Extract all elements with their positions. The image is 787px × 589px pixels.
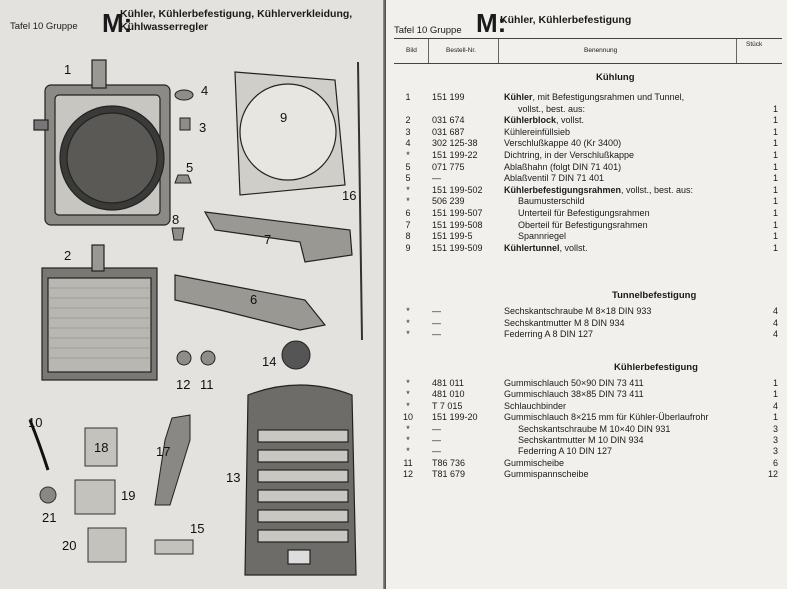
table-row	[394, 173, 782, 184]
row-benennung: Dichtring, in der Verschlußkappe	[504, 150, 635, 160]
row-bild: *	[406, 306, 410, 316]
row-bild: 1	[405, 92, 411, 102]
table-row	[394, 92, 782, 103]
row-benennung: Kühlereinfüllsieb	[504, 126, 571, 137]
row-benennung: Federring A 10 DIN 127	[518, 446, 613, 457]
right-page	[386, 0, 787, 589]
row-bild: *	[406, 378, 410, 388]
table-row	[394, 208, 782, 219]
row-bild: 9	[405, 242, 411, 253]
row-stueck: 3	[772, 423, 778, 434]
table-row	[394, 138, 782, 149]
table-row	[394, 104, 782, 115]
part-label-21: 21	[42, 510, 57, 525]
row-bestell-nr: 151 199-508	[432, 219, 483, 230]
row-stueck: 4	[772, 400, 778, 411]
row-stueck: 3	[772, 435, 778, 445]
part-label-1: 1	[64, 62, 72, 77]
table-row	[394, 446, 782, 457]
row-bestell-nr: —	[432, 317, 441, 328]
row-bild: 3	[405, 126, 411, 137]
row-stueck: 4	[772, 306, 778, 316]
row-benennung: Kühlertunnel, vollst.	[504, 242, 588, 253]
row-benennung: Gummischeibe	[504, 457, 565, 468]
row-bild: *	[406, 435, 410, 445]
row-benennung: Sechskantschraube M 10×40 DIN 931	[518, 423, 671, 434]
row-bestell-nr: 151 199-5	[432, 231, 473, 242]
row-benennung: vollst., best. aus:	[518, 103, 586, 114]
part-label-10: 10	[28, 415, 43, 430]
table-row	[394, 231, 782, 242]
row-bestell-nr: 031 687	[432, 126, 465, 137]
row-stueck: 1	[772, 389, 778, 400]
row-stueck: 1	[772, 196, 778, 207]
part-label-13: 13	[226, 470, 241, 485]
row-bestell-nr: 481 011	[432, 378, 464, 388]
row-stueck: 1	[772, 219, 778, 230]
row-bild: *	[406, 446, 410, 457]
right-tafel-label: Tafel 10 Gruppe	[394, 25, 462, 36]
table-row	[394, 185, 782, 196]
row-bild: *	[406, 389, 410, 400]
row-benennung: Gummispannscheibe	[504, 469, 589, 480]
part-label-5: 5	[186, 160, 194, 175]
row-benennung: Baumusterschild	[518, 196, 585, 207]
row-bild: 5	[405, 161, 411, 172]
row-stueck: 1	[772, 138, 778, 149]
row-bild: 6	[405, 208, 411, 218]
row-benennung: Spannriegel	[518, 231, 567, 242]
section-kuehlerbefestigung: Kühlerbefestigung	[614, 362, 698, 373]
part-label-11: 11	[200, 377, 214, 392]
row-bild: 5	[405, 173, 411, 184]
row-bild: *	[406, 400, 410, 411]
hose-drawing	[155, 415, 190, 505]
part-label-17: 17	[156, 444, 171, 459]
radiator-with-frame-drawing	[34, 60, 170, 225]
table-row	[394, 389, 782, 400]
part-label-15: 15	[190, 521, 205, 536]
part-label-16: 16	[342, 188, 357, 203]
row-bild: *	[406, 196, 410, 207]
row-bestell-nr: —	[432, 423, 441, 434]
table-row	[394, 127, 782, 138]
row-stueck: 1	[772, 173, 778, 184]
left-group-letter: M:	[102, 8, 133, 38]
row-benennung: Oberteil für Befestigungsrahmen	[518, 219, 648, 230]
left-page	[0, 0, 384, 589]
row-stueck: 1	[772, 378, 778, 388]
row-stueck: 1	[772, 184, 778, 195]
row-stueck: 1	[772, 412, 778, 423]
header-bild: Bild	[406, 47, 417, 54]
row-stueck: 1	[772, 208, 778, 218]
row-benennung: Sechskantschraube M 8×18 DIN 933	[504, 306, 652, 316]
row-stueck: 4	[772, 317, 778, 328]
table-row	[394, 196, 782, 207]
row-stueck: 6	[772, 457, 778, 468]
table-row	[394, 424, 782, 435]
row-bestell-nr: —	[432, 435, 441, 445]
row-benennung: Ablaßhahn (folgt DIN 71 401)	[504, 161, 622, 172]
row-bestell-nr: —	[432, 173, 441, 184]
left-title-line1: Kühler, Kühlerbefestigung, Kühlerverkleidung,	[120, 8, 353, 20]
part-label-6: 6	[250, 292, 258, 307]
row-bestell-nr: 151 199-509	[432, 242, 483, 253]
table-row	[394, 115, 782, 126]
table-header	[394, 38, 782, 64]
row-bestell-nr: T81 679	[432, 469, 466, 480]
part-label-7: 7	[264, 232, 272, 247]
row-bild: *	[406, 317, 410, 328]
part-label-19: 19	[121, 488, 136, 503]
row-benennung: Gummischlauch 8×215 mm für Kühler-Überlaufrohr	[504, 412, 709, 423]
row-bestell-nr: 481 010	[432, 389, 465, 400]
table-row	[394, 150, 782, 161]
part-label-4: 4	[201, 83, 209, 98]
row-bestell-nr: —	[432, 329, 441, 340]
row-stueck: 1	[772, 126, 778, 137]
overflow-pipe-drawing	[358, 62, 362, 340]
left-title-line2: Kühlwasserregler	[120, 21, 209, 33]
row-bestell-nr: 031 674	[432, 115, 465, 126]
row-bild: *	[406, 150, 410, 160]
row-benennung: Sechskantmutter M 8 DIN 934	[504, 317, 625, 328]
table-row	[394, 318, 782, 329]
row-stueck: 1	[772, 150, 778, 160]
header-bestell-nr: Bestell-Nr.	[446, 47, 476, 54]
row-benennung: Gummischlauch 50×90 DIN 73 411	[504, 378, 644, 388]
row-stueck: 1	[772, 161, 778, 172]
section-tunnelbefestigung: Tunnelbefestigung	[612, 290, 697, 301]
parts-illustration	[0, 0, 384, 589]
row-benennung: Sechskantmutter M 10 DIN 934	[518, 435, 644, 445]
row-bild: 12	[402, 469, 413, 480]
row-bild: 11	[403, 457, 413, 468]
table-row	[394, 220, 782, 231]
row-bild: 8	[405, 231, 411, 242]
row-bestell-nr: T 7 015	[432, 400, 463, 411]
row-stueck: 12	[767, 469, 778, 480]
row-stueck: 3	[772, 446, 778, 457]
radiator-grille-drawing	[245, 385, 356, 575]
header-stueck: Stück	[746, 41, 763, 48]
part-label-20: 20	[62, 538, 77, 553]
table-row	[394, 412, 782, 423]
part-label-3: 3	[199, 120, 207, 135]
row-stueck: 1	[772, 242, 778, 253]
row-stueck: 1	[772, 231, 778, 242]
row-bestell-nr: 071 775	[432, 161, 465, 172]
row-bestell-nr: 302 125-38	[432, 138, 478, 149]
section-kuehlung: Kühlung	[596, 72, 635, 83]
row-bestell-nr: 151 199-22	[432, 150, 478, 160]
part-label-2: 2	[64, 248, 72, 263]
radiator-block-drawing	[42, 245, 157, 380]
mounting-frame-drawing	[175, 212, 352, 330]
row-benennung: Verschlußkappe 40 (Kr 3400)	[504, 138, 622, 149]
left-tafel-label: Tafel 10 Gruppe	[10, 21, 78, 32]
table-row	[394, 162, 782, 173]
row-benennung: Unterteil für Befestigungsrahmen	[518, 208, 650, 218]
row-bild: 7	[405, 219, 411, 230]
row-bild: *	[406, 423, 410, 434]
row-bestell-nr: 506 239	[432, 196, 465, 207]
row-benennung: Federring A 8 DIN 127	[504, 329, 594, 340]
table-row	[394, 435, 782, 446]
table-row	[394, 458, 782, 469]
row-bild: 10	[402, 412, 413, 423]
row-benennung: Gummischlauch 38×85 DIN 73 411	[504, 389, 644, 400]
row-bild: *	[406, 184, 410, 195]
row-stueck: 1	[772, 115, 778, 126]
row-bestell-nr: 151 199	[432, 92, 465, 102]
row-bestell-nr: —	[432, 446, 441, 457]
row-bestell-nr: —	[432, 306, 441, 316]
row-benennung: Kühler, mit Befestigungsrahmen und Tunnel,	[504, 92, 685, 102]
table-row	[394, 306, 782, 317]
row-bild: 2	[405, 115, 411, 126]
part-label-18: 18	[94, 440, 109, 455]
row-bild: *	[406, 329, 410, 340]
part-label-8: 8	[172, 212, 180, 227]
part-label-14: 14	[262, 354, 277, 369]
row-benennung: Schlauchbinder	[504, 400, 567, 411]
row-benennung: Kühlerbefestigungsrahmen, vollst., best. aus:	[504, 184, 694, 195]
row-bild: 4	[405, 138, 411, 149]
row-bestell-nr: T86 736	[432, 457, 466, 468]
row-benennung: Ablaßventil 7 DIN 71 401	[504, 173, 605, 184]
part-label-9: 9	[280, 110, 288, 125]
table-row	[394, 329, 782, 340]
row-stueck: 4	[772, 329, 778, 340]
part-label-12: 12	[176, 377, 191, 392]
right-title: Kühler, Kühlerbefestigung	[500, 14, 632, 26]
row-stueck: 1	[772, 103, 778, 114]
radiator-tunnel-drawing	[235, 72, 345, 195]
right-group-letter: M:	[476, 8, 507, 38]
table-row	[394, 378, 782, 389]
table-row	[394, 243, 782, 254]
table-row	[394, 401, 782, 412]
row-bestell-nr: 151 199-20	[432, 412, 478, 423]
row-bestell-nr: 151 199-502	[432, 184, 483, 195]
row-bestell-nr: 151 199-507	[432, 208, 483, 218]
header-benennung: Benennung	[584, 47, 618, 54]
row-benennung: Kühlerblock, vollst.	[504, 115, 585, 126]
table-row	[394, 469, 782, 480]
